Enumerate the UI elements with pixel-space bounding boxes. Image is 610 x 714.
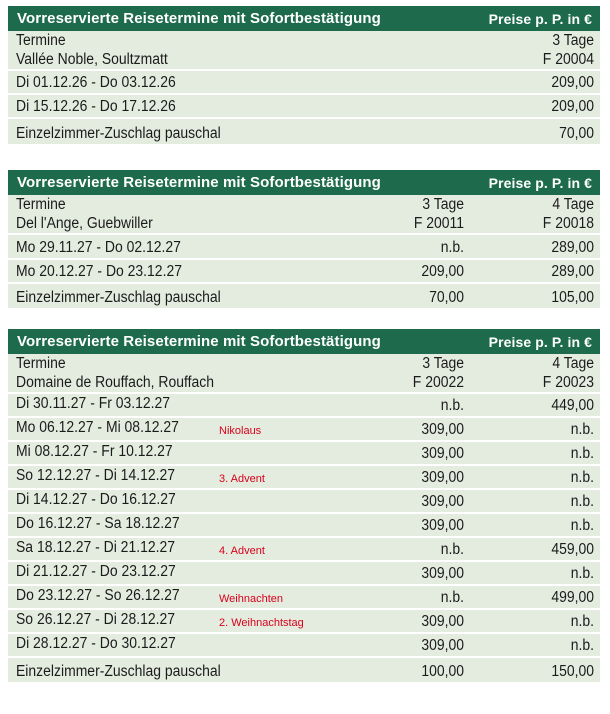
column-duration: 3 Tage [422, 355, 464, 372]
table-row [8, 394, 600, 418]
price-value: 449,00 [551, 397, 594, 414]
price-value: 309,00 [421, 493, 464, 510]
table-row [8, 466, 600, 490]
price-value: 309,00 [421, 613, 464, 630]
price-value: n.b. [570, 613, 594, 630]
date-range: Mo 20.12.27 - Do 23.12.27 [16, 263, 182, 280]
price-value: n.b. [570, 517, 594, 534]
price-label: Preise p. P. in € [488, 10, 592, 27]
surcharge-row [8, 658, 600, 682]
hotel-row [8, 373, 600, 394]
date-range: So 26.12.27 - Di 28.12.27 [16, 611, 175, 628]
price-label: Preise p. P. in € [488, 174, 592, 191]
date-range: So 12.12.27 - Di 14.12.27 [16, 467, 175, 484]
price-value: 459,00 [551, 541, 594, 558]
price-value: n.b. [440, 541, 464, 558]
price-label: Preise p. P. in € [488, 333, 592, 350]
termine-row [8, 354, 600, 373]
price-value: n.b. [440, 397, 464, 414]
price-table-2 [8, 170, 600, 308]
date-range: Di 21.12.27 - Do 23.12.27 [16, 563, 176, 580]
price-value: 309,00 [421, 637, 464, 654]
price-value: 289,00 [551, 239, 594, 256]
hotel-row [8, 214, 600, 235]
table-title: Vorreservierte Reisetermine mit Sofortbestätigung [17, 10, 381, 27]
price-value: 309,00 [421, 565, 464, 582]
hotel-name: Del l'Ange, Guebwiller [16, 215, 153, 232]
price-value: 309,00 [421, 421, 464, 438]
holiday-note: 3. Advent [219, 473, 265, 485]
table-header [8, 170, 600, 195]
column-code: F 20004 [542, 51, 594, 68]
surcharge-row [8, 284, 600, 308]
column-code: F 20011 [413, 215, 464, 232]
table-row [8, 610, 600, 634]
column-duration: 3 Tage [552, 32, 594, 49]
table-row [8, 235, 600, 260]
price-value: n.b. [570, 469, 594, 486]
surcharge-value: 105,00 [551, 289, 594, 306]
surcharge-row [8, 119, 600, 144]
table-row [8, 260, 600, 284]
holiday-note: Nikolaus [219, 425, 262, 437]
price-value: 209,00 [551, 98, 594, 115]
termine-row [8, 31, 600, 50]
column-duration: 4 Tage [552, 196, 594, 213]
column-code: F 20018 [542, 215, 594, 232]
price-value: 309,00 [421, 469, 464, 486]
price-value: n.b. [440, 239, 464, 256]
table-row [8, 490, 600, 514]
table-row [8, 442, 600, 466]
price-table-1 [8, 6, 600, 144]
termine-label: Termine [16, 32, 66, 49]
date-range: Mo 29.11.27 - Do 02.12.27 [16, 239, 181, 256]
table-row [8, 95, 600, 119]
date-range: Di 28.12.27 - Do 30.12.27 [16, 635, 176, 652]
price-value: n.b. [570, 421, 594, 438]
surcharge-value: 70,00 [429, 289, 464, 306]
date-range: Di 14.12.27 - Do 16.12.27 [16, 491, 176, 508]
date-range: Di 01.12.26 - Do 03.12.26 [16, 74, 176, 91]
date-range: Mi 08.12.27 - Fr 10.12.27 [16, 443, 173, 460]
surcharge-label: Einzelzimmer-Zuschlag pauschal [16, 663, 221, 680]
price-value: 289,00 [551, 263, 594, 280]
table-row [8, 418, 600, 442]
termine-label: Termine [16, 355, 66, 372]
price-value: 209,00 [551, 74, 594, 91]
price-value: 209,00 [421, 263, 464, 280]
date-range: Sa 18.12.27 - Di 21.12.27 [16, 539, 175, 556]
price-value: n.b. [440, 589, 464, 606]
price-value: n.b. [570, 637, 594, 654]
column-code: F 20023 [542, 374, 594, 391]
surcharge-value: 100,00 [421, 663, 464, 680]
price-value: n.b. [570, 493, 594, 510]
table-row [8, 586, 600, 610]
surcharge-value: 150,00 [551, 663, 594, 680]
hotel-name: Vallée Noble, Soultzmatt [16, 51, 168, 68]
table-row [8, 71, 600, 95]
table-row [8, 562, 600, 586]
table-row [8, 634, 600, 658]
price-value: 309,00 [421, 445, 464, 462]
surcharge-label: Einzelzimmer-Zuschlag pauschal [16, 289, 221, 306]
table-title: Vorreservierte Reisetermine mit Sofortbestätigung [17, 333, 381, 350]
surcharge-label: Einzelzimmer-Zuschlag pauschal [16, 125, 221, 142]
date-range: Di 30.11.27 - Fr 03.12.27 [16, 395, 171, 412]
table-header [8, 6, 600, 31]
date-range: Do 16.12.27 - Sa 18.12.27 [16, 515, 180, 532]
price-value: n.b. [570, 565, 594, 582]
holiday-note: Weihnachten [219, 593, 284, 605]
surcharge-value: 70,00 [559, 125, 594, 142]
price-value: 499,00 [551, 589, 594, 606]
price-value: 309,00 [421, 517, 464, 534]
price-value: n.b. [570, 445, 594, 462]
hotel-name: Domaine de Rouffach, Rouffach [16, 374, 215, 391]
price-table-3 [8, 329, 600, 682]
table-header [8, 329, 600, 354]
termine-row [8, 195, 600, 214]
date-range: Do 23.12.27 - So 26.12.27 [16, 587, 180, 604]
holiday-note: 4. Advent [219, 545, 265, 557]
hotel-row [8, 50, 600, 71]
table-title: Vorreservierte Reisetermine mit Sofortbestätigung [17, 174, 381, 191]
holiday-note: 2. Weihnachtstag [219, 617, 304, 629]
table-row [8, 514, 600, 538]
termine-label: Termine [16, 196, 66, 213]
table-row [8, 538, 600, 562]
column-code: F 20022 [412, 374, 464, 391]
date-range: Mo 06.12.27 - Mi 08.12.27 [16, 419, 179, 436]
column-duration: 3 Tage [422, 196, 464, 213]
column-duration: 4 Tage [552, 355, 594, 372]
date-range: Di 15.12.26 - Do 17.12.26 [16, 98, 176, 115]
